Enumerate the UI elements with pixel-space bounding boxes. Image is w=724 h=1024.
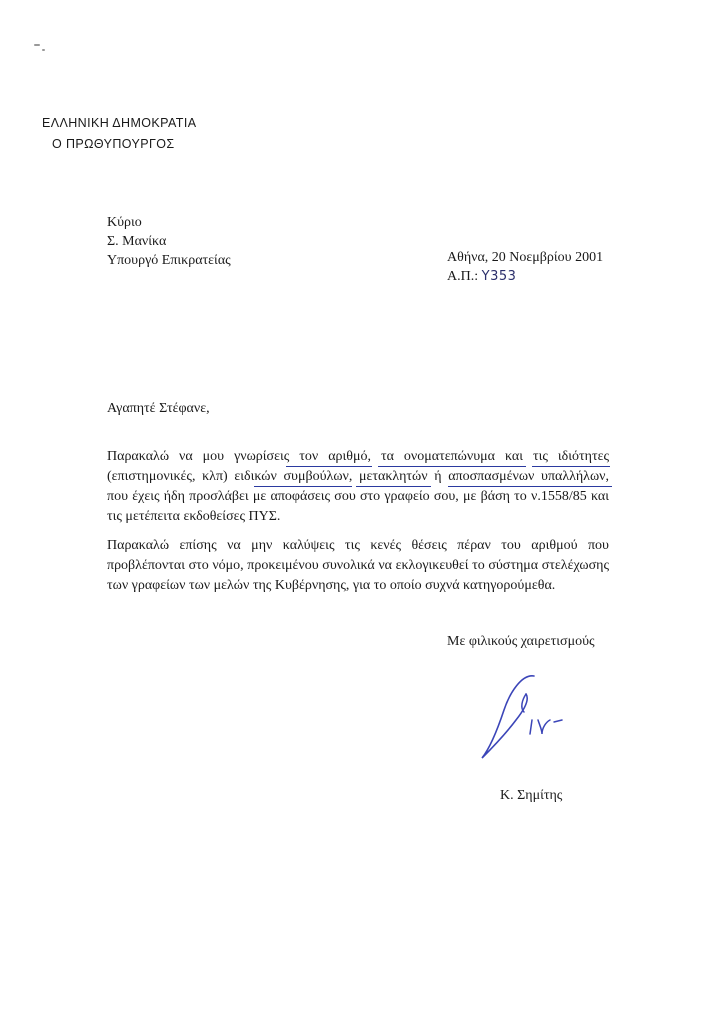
scan-speck (34, 44, 40, 46)
handwritten-signature (468, 664, 578, 774)
handwritten-underline (254, 486, 352, 487)
handwritten-underline (378, 466, 526, 467)
handwritten-underline (448, 486, 612, 487)
recipient-position: Υπουργό Επικρατείας (107, 253, 231, 268)
scan-speck (42, 49, 45, 51)
handwritten-underline (356, 486, 431, 487)
recipient-block (107, 213, 231, 270)
reference-line (447, 267, 603, 286)
letterhead-prime-minister: Ο ΠΡΩΘΥΠΟΥΡΓΟΣ (52, 137, 175, 151)
body-paragraph-1: Παρακαλώ να μου γνωρίσεις τον αριθμό, τα ονοματεπώνυμα και τις ιδιότητες (επιστημονικές, κλπ) ειδικών συμβούλων, μετακλητών ή αποσπασμένων υπαλλήλων, που έχεις ήδη προσλάβει με αποφάσεις σου στο γραφείο σου, με βάση το ν.1558/85 και τις μετέπειτα εκδοθείσες ΠΥΣ. (107, 449, 609, 524)
reference-label: Α.Π.: (447, 269, 479, 284)
salutation: Αγαπητέ Στέφανε, (107, 401, 210, 416)
letter-date: Αθήνα, 20 Νοεμβρίου 2001 (447, 250, 604, 265)
body-paragraph-2: Παρακαλώ επίσης να μην καλύψεις τις κενές θέσεις πέραν του αριθμού που προβλέπονται στο νόμο, προκειμένου συνολικά να εκλογικευθεί το σύστημα στελέχωσης των γραφείων των μελών της Κυβέρνησης, για το οποίο συχνά κατηγορούμεθα. (107, 538, 609, 593)
handwritten-underline (286, 466, 372, 467)
recipient-name: Σ. Μανίκα (107, 234, 167, 249)
signer-name: Κ. Σημίτης (500, 788, 563, 803)
closing-line: Με φιλικούς χαιρετισμούς (447, 634, 595, 649)
handwritten-underline (532, 466, 610, 467)
recipient-title: Κύριο (107, 215, 142, 230)
date-block (447, 248, 603, 286)
letterhead-republic: ΕΛΛΗΝΙΚΗ ΔΗΜΟΚΡΑΤΙΑ (42, 116, 197, 130)
reference-number: Υ353 (481, 269, 517, 284)
